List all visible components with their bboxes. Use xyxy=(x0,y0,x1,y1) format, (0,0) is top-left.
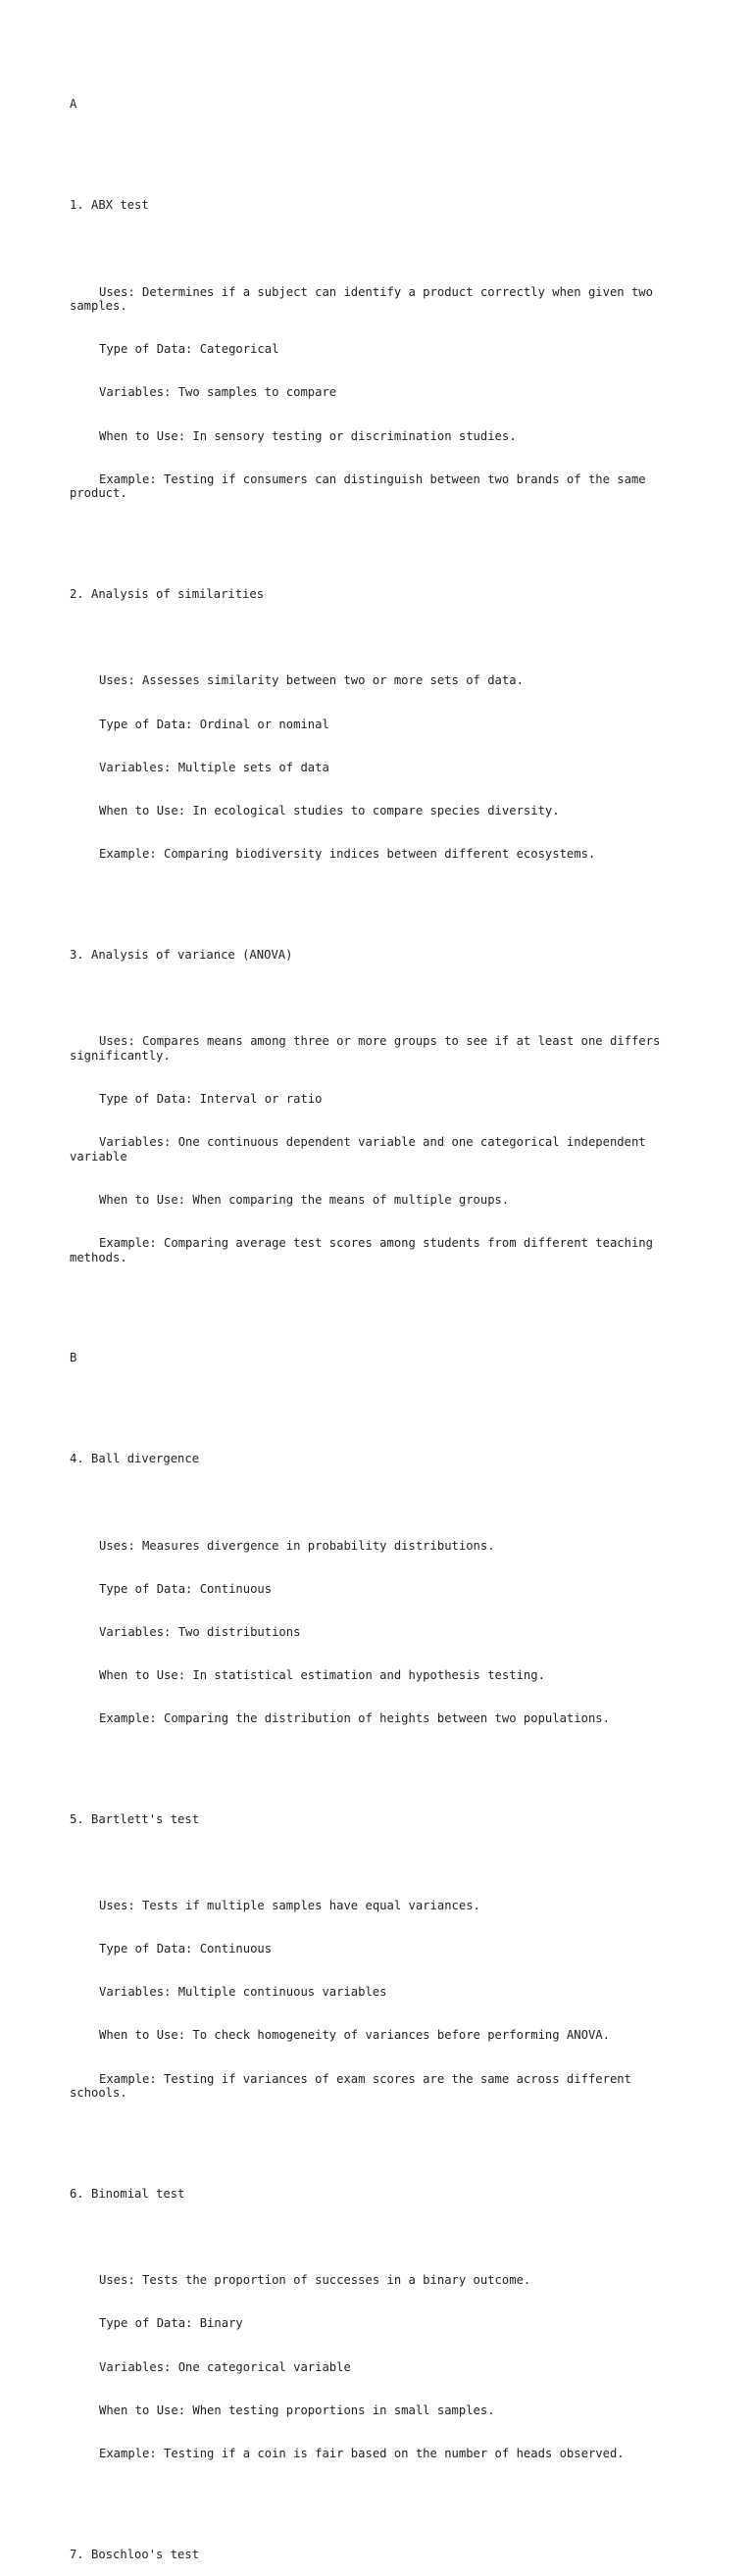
item-variables: Variables: Multiple continuous variables xyxy=(99,1985,387,2000)
item-type: Type of Data: Continuous xyxy=(99,1581,273,1596)
item-title: 1. ABX test xyxy=(70,198,149,213)
spacer xyxy=(70,2230,687,2245)
item-example: Example: Comparing average test scores among students from different teaching methods. xyxy=(70,1235,661,1264)
spacer xyxy=(70,1856,687,1870)
item-when: When to Use: In ecological studies to compare species diversity. xyxy=(99,803,560,817)
item-variables: Variables: One continuous dependent variable and one categorical independent variable xyxy=(70,1134,653,1164)
item-variables: Variables: Multiple sets of data xyxy=(99,760,329,774)
item-uses: Uses: Tests if multiple samples have equal variances. xyxy=(99,1899,480,1913)
spacer xyxy=(70,529,687,544)
item-type: Type of Data: Categorical xyxy=(99,342,279,357)
item-when: When to Use: In statistical estimation and hypothesis testing. xyxy=(99,1667,545,1682)
spacer xyxy=(70,1395,687,1410)
item-example: Example: Comparing biodiversity indices between different ecosystems. xyxy=(99,846,596,861)
item-example: Example: Testing if consumers can distinguish between two brands of the same product. xyxy=(70,471,653,501)
section-letter-a: A xyxy=(70,97,77,112)
item-variables: Variables: Two samples to compare xyxy=(99,385,337,400)
section-letter-b: B xyxy=(70,1351,77,1365)
item-type: Type of Data: Interval or ratio xyxy=(99,1091,323,1106)
item-title: 3. Analysis of variance (ANOVA) xyxy=(70,947,293,962)
item-example: Example: Testing if a coin is fair based on the number of heads observed. xyxy=(99,2446,625,2460)
spacer xyxy=(70,1755,687,1769)
spacer xyxy=(70,991,687,1006)
item-type: Type of Data: Ordinal or nominal xyxy=(99,717,329,731)
spacer xyxy=(70,141,687,156)
item-type: Type of Data: Continuous xyxy=(99,1942,273,1957)
item-example: Example: Testing if variances of exam scores are the same across different schools. xyxy=(70,2071,639,2101)
spacer xyxy=(70,1294,687,1309)
item-type: Type of Data: Binary xyxy=(99,2316,243,2331)
item-when: When to Use: In sensory testing or discrimination studies. xyxy=(99,428,517,443)
spacer xyxy=(70,890,687,905)
item-title: 6. Binomial test xyxy=(70,2187,185,2202)
item-uses: Uses: Compares means among three or more groups to see if at least one differs significantly. xyxy=(70,1034,668,1063)
item-uses: Uses: Determines if a subject can identify a product correctly when given two samples. xyxy=(70,284,661,314)
spacer xyxy=(70,2490,687,2504)
item-uses: Uses: Assesses similarity between two or more sets of data. xyxy=(99,673,524,688)
item-variables: Variables: Two distributions xyxy=(99,1624,301,1639)
item-title: 5. Bartlett's test xyxy=(70,1811,200,1826)
spacer xyxy=(70,2129,687,2144)
spacer xyxy=(70,241,687,256)
item-variables: Variables: One categorical variable xyxy=(99,2359,351,2374)
document-body xyxy=(70,69,687,2576)
item-title: 7. Boschloo's test xyxy=(70,2547,200,2561)
item-uses: Uses: Measures divergence in probability distributions. xyxy=(99,1538,495,1553)
item-uses: Uses: Tests the proportion of successes in a binary outcome. xyxy=(99,2273,531,2288)
item-when: When to Use: To check homogeneity of variances before performing ANOVA. xyxy=(99,2028,610,2043)
item-when: When to Use: When testing proportions in small samples. xyxy=(99,2403,495,2417)
item-when: When to Use: When comparing the means of multiple groups. xyxy=(99,1192,510,1207)
item-example: Example: Comparing the distribution of heights between two populations. xyxy=(99,1711,610,1726)
item-title: 2. Analysis of similarities xyxy=(70,587,265,602)
spacer xyxy=(70,1495,687,1510)
spacer xyxy=(70,630,687,645)
item-title: 4. Ball divergence xyxy=(70,1452,200,1466)
